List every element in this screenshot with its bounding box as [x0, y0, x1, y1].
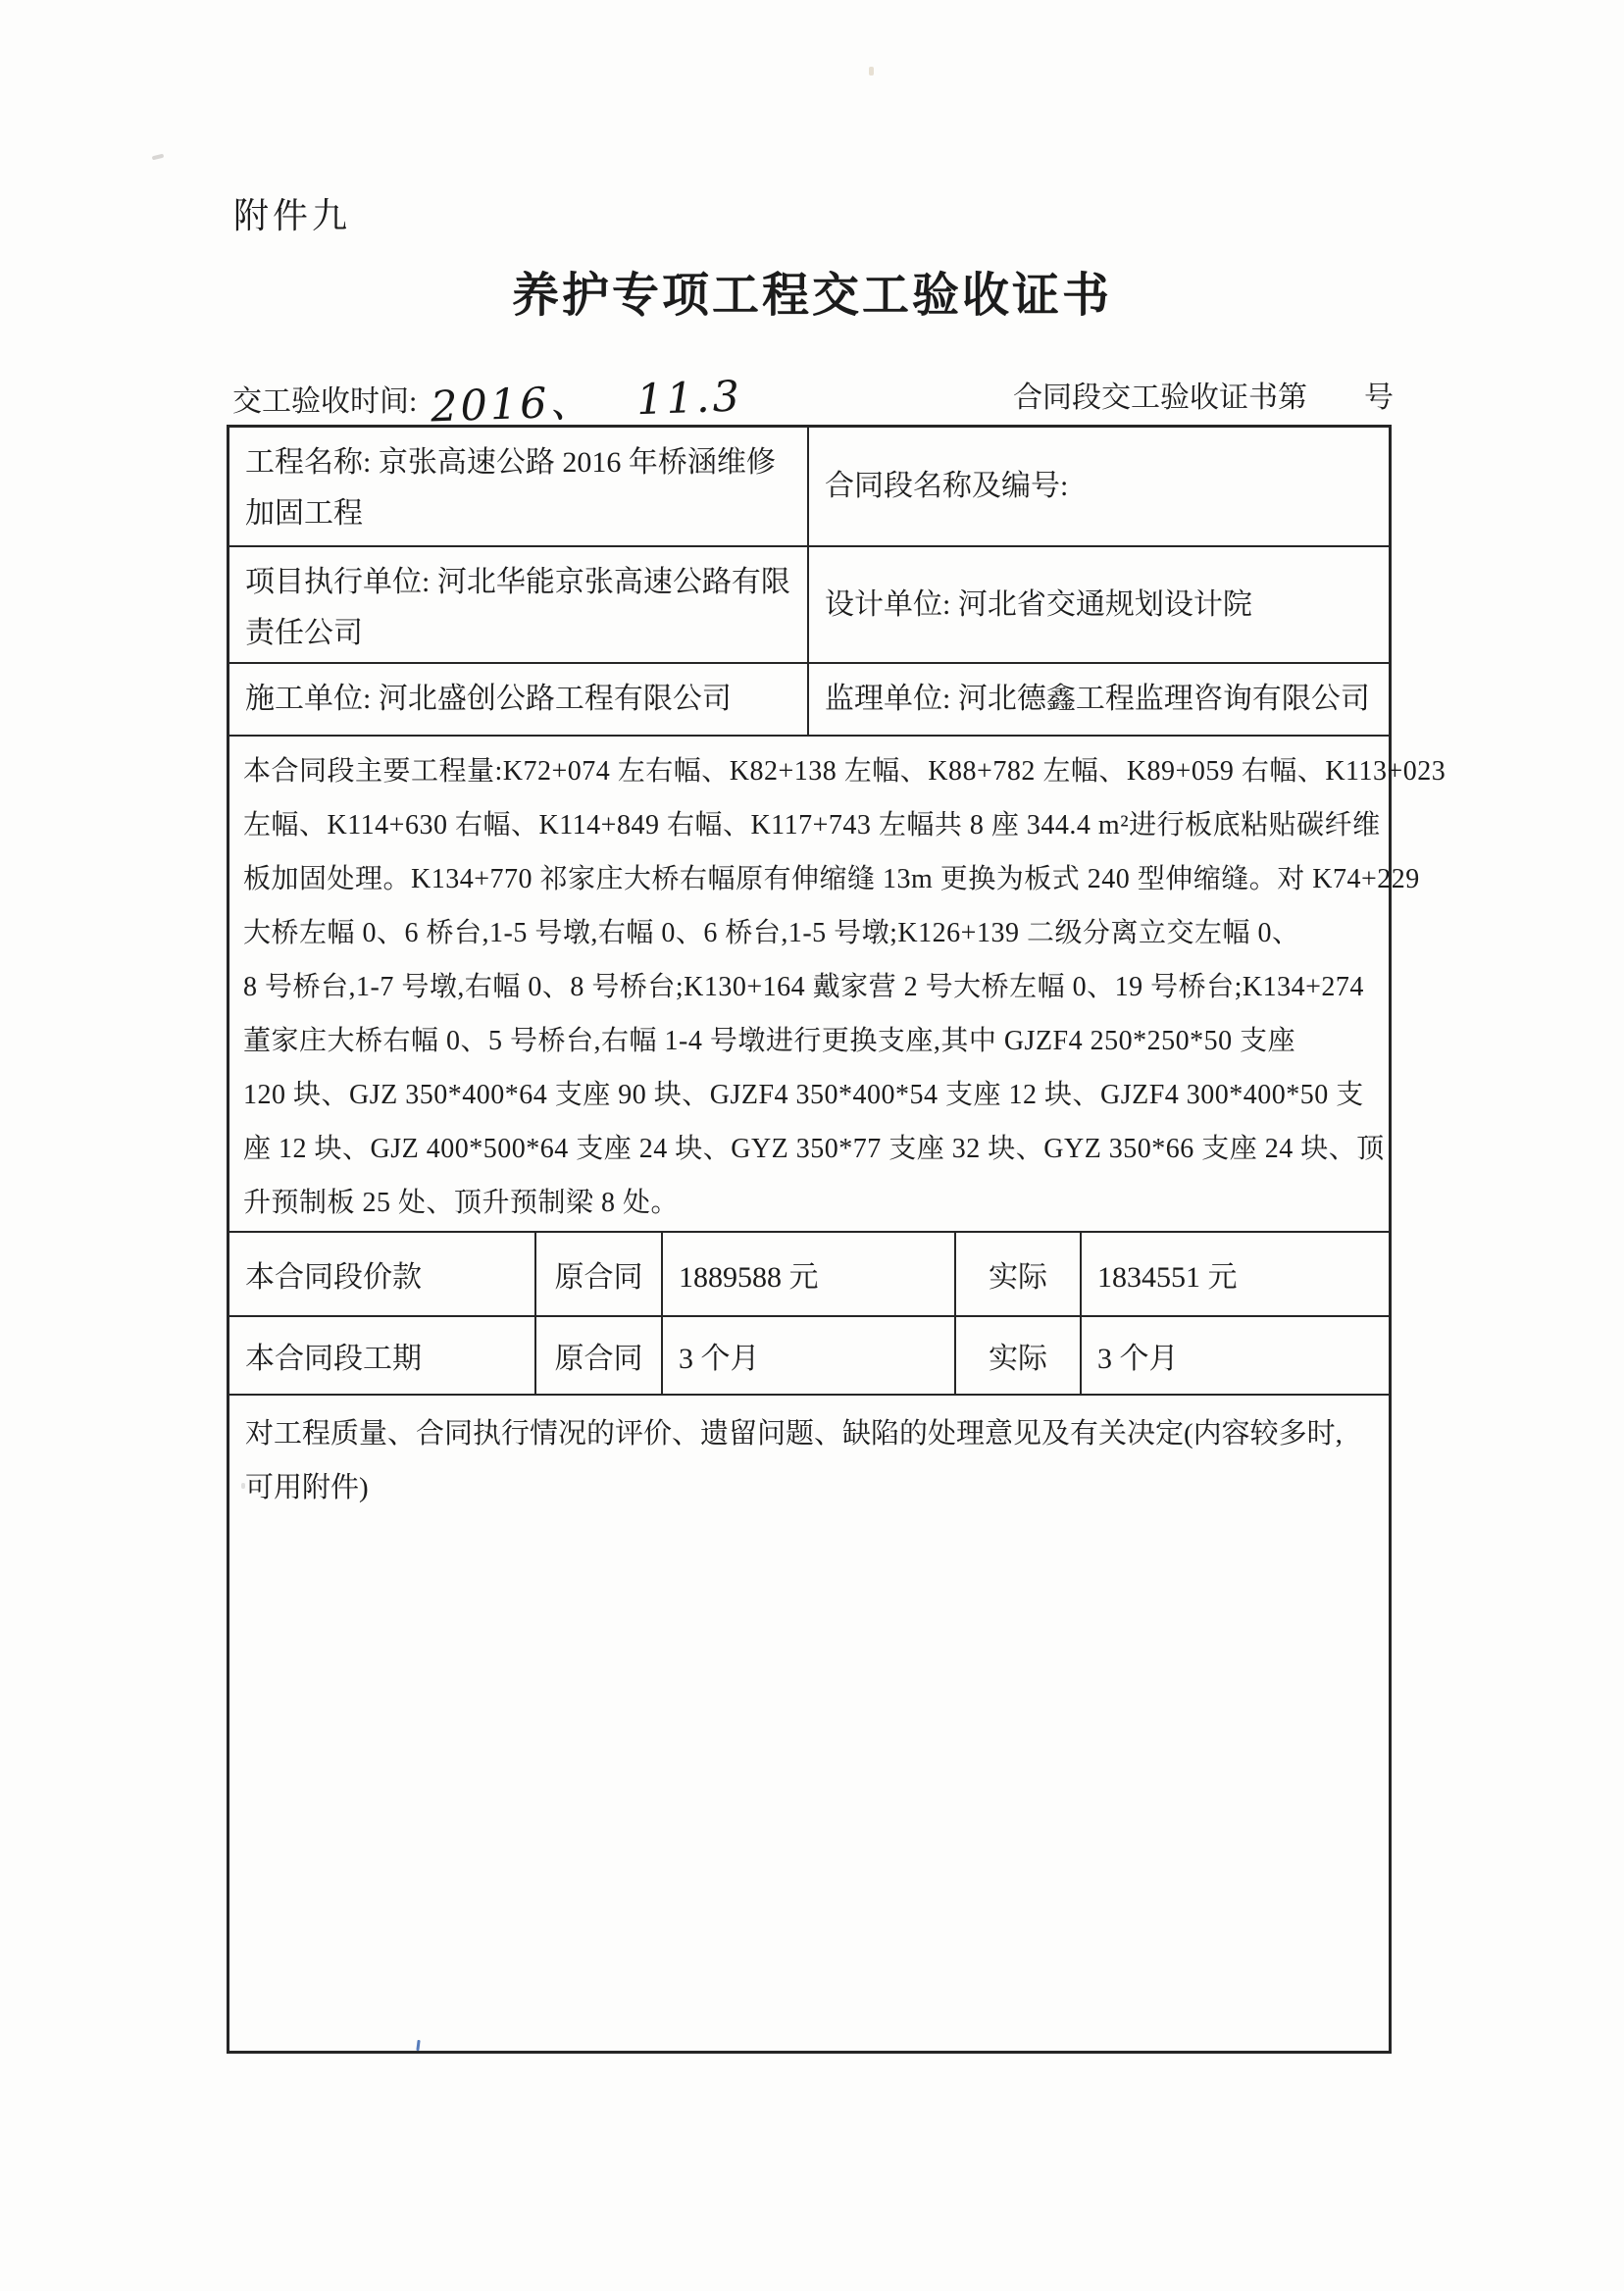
table-row-project-name: [229, 428, 1389, 547]
quantities-line: 左幅、K114+630 右幅、K114+849 右幅、K117+743 左幅共 8 座 344.4 m²进行板底粘贴碳纤维: [243, 810, 1381, 840]
certificate-number-suffix: 号: [1364, 382, 1394, 414]
scan-artifact-speck: [869, 67, 874, 76]
main-quantities-cell: [229, 737, 1459, 1231]
original-contract-label: 原合同: [536, 1317, 663, 1394]
original-duration-value: 3 个月: [663, 1317, 956, 1394]
evaluation-line: 对工程质量、合同执行情况的评价、遗留问题、缺陷的处理意见及有关决定(内容较多时,: [245, 1418, 1343, 1450]
actual-duration-value: 3 个月: [1097, 1343, 1179, 1375]
contract-section-cell: 合同段名称及编号:: [825, 470, 1069, 502]
subheader-row: [232, 355, 1394, 433]
construction-unit-cell: 施工单位: 河北盛创公路工程有限公司: [229, 664, 809, 735]
evaluation-cell: [229, 1396, 1389, 2051]
quantities-line: 座 12 块、GJZ 400*500*64 支座 24 块、GYZ 350*77 支座 32 块、GYZ 350*66 支座 24 块、顶: [243, 1134, 1385, 1164]
original-contract-label: 原合同: [536, 1233, 663, 1315]
quantities-line: 120 块、GJZ 350*400*64 支座 90 块、GJZF4 350*400*54 支座 12 块、GJZF4 300*400*50 支: [243, 1080, 1364, 1110]
acceptance-form-table: [227, 425, 1446, 2054]
acceptance-time-label: 交工验收时间:: [232, 385, 418, 418]
design-unit-cell: 设计单位: 河北省交通规划设计院: [825, 587, 1252, 621]
acceptance-time-line: [232, 372, 744, 433]
table-row-evaluation: [229, 1396, 1389, 2051]
contract-duration-label: 本合同段工期: [229, 1317, 536, 1394]
page-title: 养护专项工程交工验收证书: [511, 270, 1112, 322]
original-price-value: 1889588 元: [663, 1233, 956, 1315]
attachment-label: 附件九: [233, 196, 352, 235]
table-row-main-quantities: [229, 737, 1446, 1233]
quantities-line: 本合同段主要工程量:K72+074 左右幅、K82+138 左幅、K88+782 左幅、K89+059 右幅、K113+023: [243, 756, 1446, 787]
quantities-line: 董家庄大桥右幅 0、5 号桥台,右幅 1-4 号墩进行更换支座,其中 GJZF4 250*250*50 支座: [243, 1026, 1296, 1056]
certificate-number-line: [1013, 373, 1394, 420]
quantities-line: 板加固处理。K134+770 祁家庄大桥右幅原有伸缩缝 13m 更换为板式 240 型伸缩缝。对 K74+229: [243, 864, 1420, 894]
quantities-line: 大桥左幅 0、6 桥台,1-5 号墩,右幅 0、6 桥台,1-5 号墩;K126+139 二级分离立交左幅 0、: [243, 918, 1300, 948]
table-row-contract-price: [229, 1233, 1389, 1317]
quantities-line: 8 号桥台,1-7 号墩,右幅 0、8 号桥台;K130+164 戴家营 2 号大桥左幅 0、19 号桥台;K134+274: [243, 972, 1364, 1002]
project-name-cell: 工程名称: 京张高速公路 2016 年桥涵维修加固工程: [229, 428, 809, 545]
contract-price-label: 本合同段价款: [229, 1233, 536, 1315]
actual-label: 实际: [956, 1317, 1082, 1394]
table-row-construction-unit: [229, 664, 1389, 737]
executing-unit-cell: 项目执行单位: 河北华能京张高速公路有限责任公司: [229, 547, 809, 662]
supervision-unit-cell: 监理单位: 河北德鑫工程监理咨询有限公司: [825, 683, 1370, 715]
scan-artifact-speck: [152, 154, 165, 161]
quantities-line: 升预制板 25 处、顶升预制梁 8 处。: [243, 1188, 680, 1218]
acceptance-time-handwritten-value: 2016、 11.3: [430, 372, 744, 433]
actual-price-value: 1834551 元: [1097, 1261, 1238, 1294]
evaluation-line: 可用附件): [245, 1472, 369, 1503]
table-row-executing-unit: [229, 547, 1389, 664]
certificate-number-label: 合同段交工验收证书第: [1013, 382, 1307, 414]
actual-label: 实际: [956, 1233, 1082, 1315]
table-row-contract-duration: [229, 1317, 1389, 1396]
